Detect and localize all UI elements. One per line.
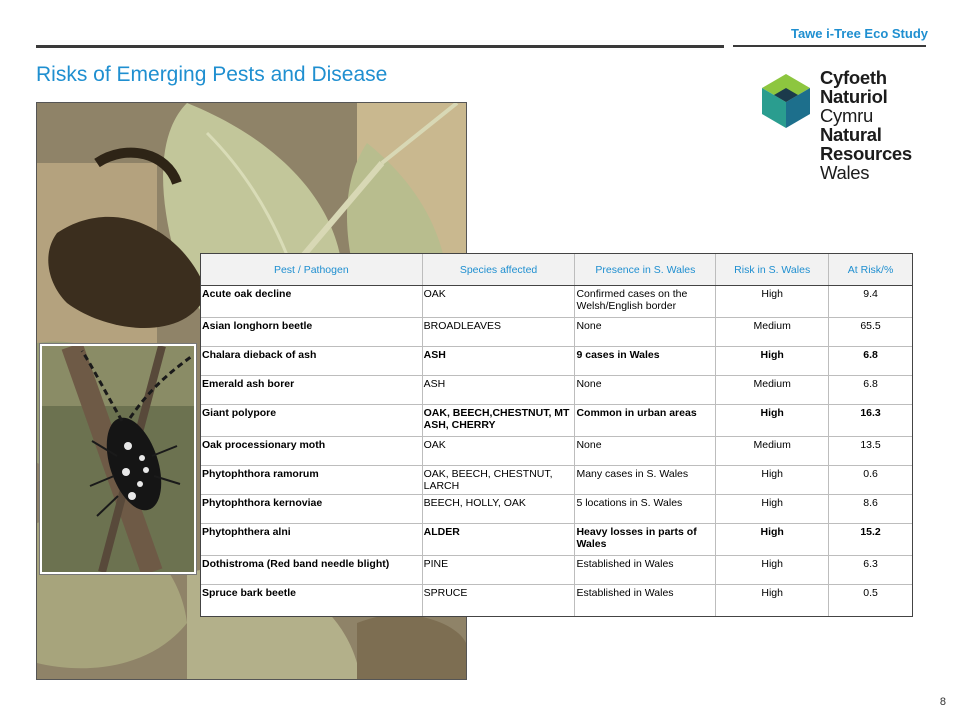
cell-species: OAK, BEECH, CHESTNUT, LARCH xyxy=(422,466,575,495)
cell-at-risk: 0.6 xyxy=(829,466,913,495)
cell-at-risk: 6.8 xyxy=(829,376,913,405)
table-row xyxy=(201,556,913,585)
cell-at-risk: 9.4 xyxy=(829,286,913,318)
nrw-logo xyxy=(758,67,928,183)
study-title: Tawe i-Tree Eco Study xyxy=(790,26,928,41)
cell-presence: None xyxy=(575,318,716,347)
table-row xyxy=(201,585,913,617)
cell-species: OAK xyxy=(422,437,575,466)
table-row xyxy=(201,318,913,347)
cell-risk: High xyxy=(716,286,829,318)
cell-species: PINE xyxy=(422,556,575,585)
cell-species: ASH xyxy=(422,347,575,376)
cell-at-risk: 0.5 xyxy=(829,585,913,617)
logo-line-wales: Wales xyxy=(820,162,870,183)
header-risk: Risk in S. Wales xyxy=(716,254,829,286)
table-row xyxy=(201,524,913,556)
cell-pest: Phytophthera alni xyxy=(201,524,423,556)
table-row xyxy=(201,286,913,318)
table-header-row xyxy=(201,254,913,286)
cell-presence: Heavy losses in parts of Wales xyxy=(575,524,716,556)
header-pest: Pest / Pathogen xyxy=(201,254,423,286)
cell-species: OAK xyxy=(422,286,575,318)
cell-presence: Common in urban areas xyxy=(575,405,716,437)
cell-presence: None xyxy=(575,376,716,405)
cell-presence: 5 locations in S. Wales xyxy=(575,495,716,524)
cell-at-risk: 6.3 xyxy=(829,556,913,585)
header-at-risk: At Risk/% xyxy=(829,254,913,286)
table-row xyxy=(201,495,913,524)
table-row xyxy=(201,376,913,405)
logo-line-cymru: Cymru xyxy=(820,105,873,126)
cell-species: ALDER xyxy=(422,524,575,556)
cell-risk: High xyxy=(716,495,829,524)
cell-risk: High xyxy=(716,585,829,617)
cell-presence: None xyxy=(575,437,716,466)
cell-pest: Phytophthora kernoviae xyxy=(201,495,423,524)
logo-line-cyfoeth: Cyfoeth xyxy=(820,67,887,88)
cell-at-risk: 6.8 xyxy=(829,347,913,376)
cell-at-risk: 13.5 xyxy=(829,437,913,466)
cell-pest: Emerald ash borer xyxy=(201,376,423,405)
cell-at-risk: 8.6 xyxy=(829,495,913,524)
cell-pest: Asian longhorn beetle xyxy=(201,318,423,347)
header-species: Species affected xyxy=(422,254,575,286)
cell-risk: High xyxy=(716,347,829,376)
cell-risk: Medium xyxy=(716,437,829,466)
cell-pest: Chalara dieback of ash xyxy=(201,347,423,376)
header-presence: Presence in S. Wales xyxy=(575,254,716,286)
cell-pest: Oak processionary moth xyxy=(201,437,423,466)
page-title: Risks of Emerging Pests and Disease xyxy=(36,63,388,86)
cell-risk: Medium xyxy=(716,376,829,405)
table-row xyxy=(201,437,913,466)
cell-pest: Dothistroma (Red band needle blight) xyxy=(201,556,423,585)
nrw-logo-icon xyxy=(758,72,814,132)
logo-line-natural: Natural xyxy=(820,124,882,145)
cell-pest: Phytophthora ramorum xyxy=(201,466,423,495)
cell-species: SPRUCE xyxy=(422,585,575,617)
table-row xyxy=(201,466,913,495)
header-rule xyxy=(36,45,724,48)
cell-risk: High xyxy=(716,524,829,556)
cell-pest: Acute oak decline xyxy=(201,286,423,318)
cell-at-risk: 65.5 xyxy=(829,318,913,347)
cell-at-risk: 15.2 xyxy=(829,524,913,556)
cell-species: OAK, BEECH,CHESTNUT, MT ASH, CHERRY xyxy=(422,405,575,437)
header-rule-short xyxy=(733,45,926,47)
cell-at-risk: 16.3 xyxy=(829,405,913,437)
asian-longhorn-beetle-photo xyxy=(40,344,196,574)
cell-presence: Established in Wales xyxy=(575,556,716,585)
logo-line-naturiol: Naturiol xyxy=(820,86,888,107)
cell-risk: High xyxy=(716,556,829,585)
table-row xyxy=(201,347,913,376)
cell-species: BEECH, HOLLY, OAK xyxy=(422,495,575,524)
cell-presence: Many cases in S. Wales xyxy=(575,466,716,495)
page-number: 8 xyxy=(939,696,946,708)
cell-presence: Confirmed cases on the Welsh/English border xyxy=(575,286,716,318)
cell-risk: High xyxy=(716,466,829,495)
table-row xyxy=(201,405,913,437)
cell-presence: Established in Wales xyxy=(575,585,716,617)
cell-presence: 9 cases in Wales xyxy=(575,347,716,376)
logo-line-resources: Resources xyxy=(820,143,912,164)
cell-risk: Medium xyxy=(716,318,829,347)
cell-risk: High xyxy=(716,405,829,437)
cell-species: BROADLEAVES xyxy=(422,318,575,347)
pest-risk-table xyxy=(200,253,913,617)
cell-pest: Giant polypore xyxy=(201,405,423,437)
cell-pest: Spruce bark beetle xyxy=(201,585,423,617)
cell-species: ASH xyxy=(422,376,575,405)
